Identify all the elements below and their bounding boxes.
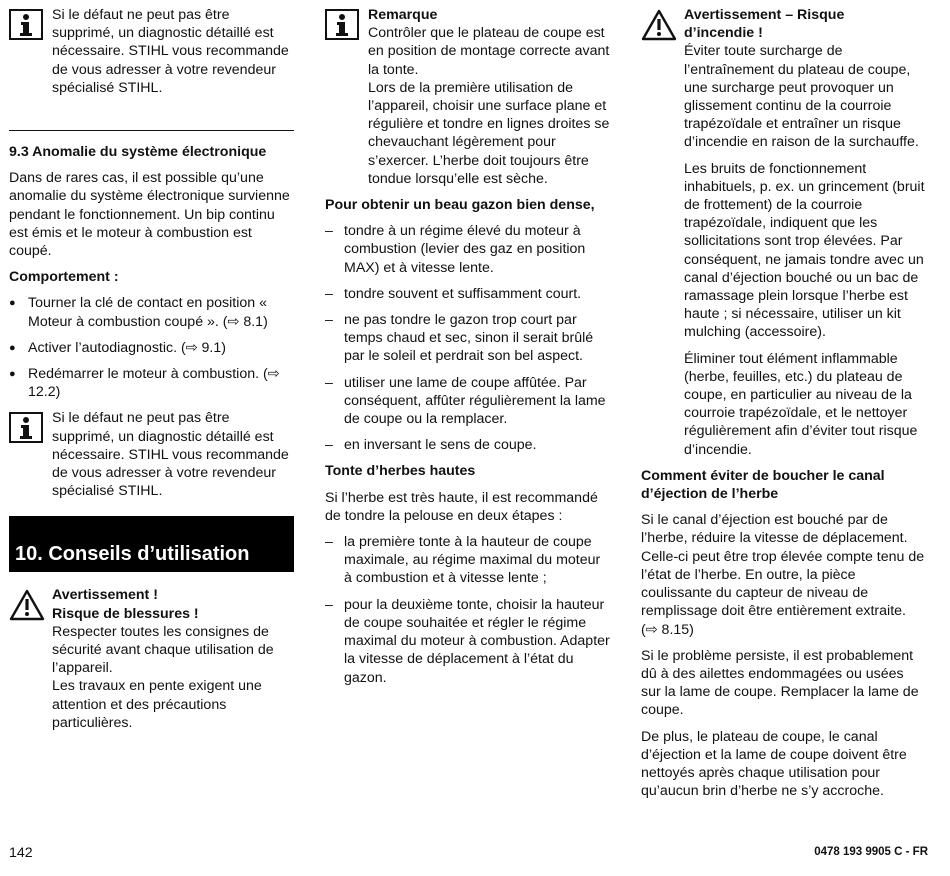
subheading: Comportement :: [9, 269, 119, 286]
list-item: – utiliser une lame de coupe affûtée. Par conséquent, affûter régulièrement la lame de coupe ou la remplacer.: [325, 374, 610, 429]
info-icon: [9, 9, 45, 41]
subheading: Comment éviter de boucher le canal d’éjection de l’herbe: [641, 467, 885, 503]
remark-text: Lors de la première utilisation de l’appareil, choisir une surface plane et régulière et tondre en lignes droites se chevauchant légèrement pour s’exercer. L’herbe doit toujours être tondue lorsqu’elle est sèche.: [368, 79, 610, 187]
warning-text: Éviter toute surcharge de l’entraînement du plateau de coupe, une surcharge peut provoquer un glissement continu de la courroie trapézoïdale et entraîner un risque d’incendie en raison de la surchauffe.: [684, 43, 919, 151]
remark-notice: [325, 6, 610, 188]
column-middle: [325, 6, 610, 695]
info-notice: [9, 6, 294, 97]
warning-title: d’incendie !: [684, 25, 763, 42]
paragraph: Dans de rares cas, il est possible qu’une anomalie du système électronique survienne pendant le fonctionnement. Un bip continu est émis et le moteur à combustion est coupé.: [9, 170, 290, 260]
column-right: [641, 6, 925, 800]
list-item: – tondre souvent et suffisamment court.: [325, 285, 610, 303]
warning-title: Avertissement !: [52, 587, 158, 604]
paragraph: Si le canal d’éjection est bouché par de l’herbe, réduire la vitesse de déplacement. Celle-ci peut être trop élevée compte tenu de l’état de l’herbe. En outre, la pièce coulissante du capteur de niveau de remplissage doit être entièrement extraite. (⇨ 8.15): [641, 512, 925, 638]
paragraph: De plus, le plateau de coupe, le canal d’éjection et la lame de coupe doivent être nettoyés après chaque utilisation pour qu’aucun brin d’herbe ne s’y accroche.: [641, 728, 907, 800]
warning-icon: [9, 589, 45, 621]
list-item: ● Redémarrer le moteur à combustion. (⇨ 12.2): [9, 365, 294, 401]
dash-list: [325, 222, 610, 454]
document-code: 0478 193 9905 C - FR: [814, 846, 928, 858]
page-number: 142: [9, 845, 33, 861]
paragraph: Si l’herbe est très haute, il est recommandé de tondre la pelouse en deux étapes :: [325, 489, 598, 524]
notice-text: Si le défaut ne peut pas être supprimé, un diagnostic détaillé est nécessaire. STIHL vous recommande de vous adresser à votre revendeur spécialisé STIHL.: [52, 7, 289, 96]
subheading: Tonte d’herbes hautes: [325, 463, 476, 480]
warning-text: Les travaux en pente exigent une attention et des précautions particulières.: [52, 678, 262, 731]
warning-icon: [641, 9, 677, 41]
info-icon: [9, 412, 45, 444]
warning-text: Les bruits de fonctionnement inhabituels, p. ex. un grincement (bruit de frottement) de la courroie trapézoïdale, indiquent que les sollicitations sont trop élevées. Par conséquent, ne jamais tondre avec un canal d’éjection bouché ou un bac de ramassage plein lorsque l’herbe est haute ; si nécessaire, utiliser un kit mulching (accessoire).: [684, 160, 925, 341]
info-icon: [325, 9, 361, 41]
list-item: ● Activer l’autodiagnostic. (⇨ 9.1): [9, 339, 294, 357]
warning-title: Risque de blessures !: [52, 605, 199, 622]
warning-notice: [9, 586, 294, 732]
list-item: ● Tourner la clé de contact en position « Moteur à combustion coupé ». (⇨ 8.1): [9, 294, 294, 330]
warning-title: Avertissement – Risque: [684, 7, 845, 23]
subheading: Pour obtenir un beau gazon bien dense,: [325, 197, 595, 214]
warning-text: Respecter toutes les consignes de sécurité avant chaque utilisation de l’appareil.: [52, 623, 274, 677]
list-item: – tondre à un régime élevé du moteur à combustion (levier des gaz en position MAX) et à vitesse lente.: [325, 222, 610, 277]
section-heading: 9.3 Anomalie du système électronique: [9, 144, 267, 161]
list-item: – la première tonte à la hauteur de coupe maximale, au régime maximal du moteur à combustion et à vitesse lente ;: [325, 533, 610, 588]
chapter-heading: 10. Conseils d’utilisation: [9, 516, 294, 572]
dash-list: [325, 533, 610, 687]
info-notice: [9, 409, 294, 500]
fire-warning-notice: [641, 6, 925, 459]
section-divider: [9, 130, 294, 131]
column-left: [9, 6, 294, 732]
warning-text: Éliminer tout élément inflammable (herbe, feuilles, etc.) du plateau de coupe, en particulier au niveau de la courroie trapézoïdale, et le nettoyer régulièrement afin d’éviter tout risque d’incendie.: [684, 350, 918, 458]
paragraph: Si le problème persiste, il est probablement dû à des ailettes endommagées ou usées sur la lame de coupe. Remplacer la lame de coupe.: [641, 647, 919, 719]
list-item: – ne pas tondre le gazon trop court par temps chaud et sec, sinon il serait brûlé par le soleil et perdrait son bel aspect.: [325, 311, 610, 366]
list-item: – pour la deuxième tonte, choisir la hauteur de coupe souhaitée et régler le régime maximal du moteur à combustion. Adapter la vitesse de déplacement à l’état du gazon.: [325, 596, 610, 687]
list-item: – en inversant le sens de coupe.: [325, 436, 610, 454]
remark-text: Contrôler que le plateau de coupe est en position de montage correcte avant la tonte.: [368, 25, 610, 78]
remark-title: Remarque: [368, 7, 438, 23]
bullet-list: [9, 294, 294, 401]
notice-text: Si le défaut ne peut pas être supprimé, un diagnostic détaillé est nécessaire. STIHL vous recommande de vous adresser à votre revendeur spécialisé STIHL.: [52, 410, 289, 500]
